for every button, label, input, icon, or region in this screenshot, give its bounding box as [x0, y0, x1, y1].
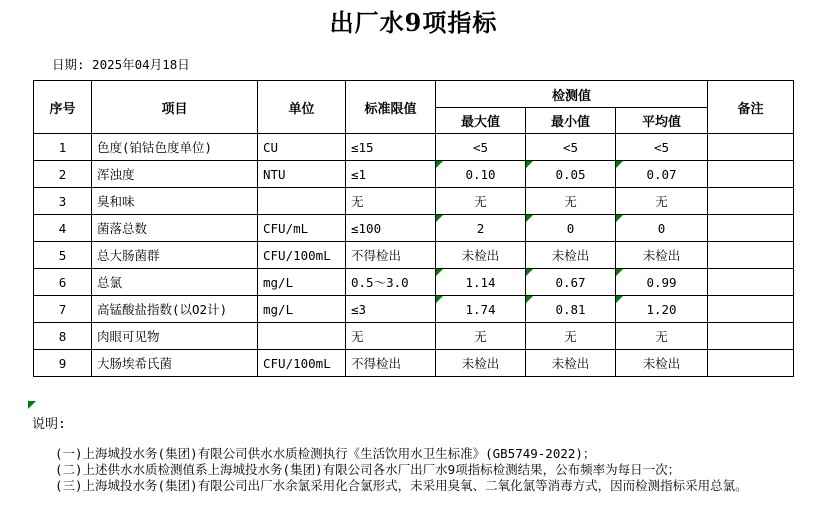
cell-min: <5 — [526, 134, 616, 161]
table-row — [34, 188, 794, 215]
cell-limit: 0.5～3.0 — [346, 269, 436, 296]
cell-min: 未检出 — [526, 350, 616, 377]
cell-avg: 1.20 — [616, 296, 708, 323]
cell-seq: 2 — [34, 161, 92, 188]
cell-item: 肉眼可见物 — [92, 323, 258, 350]
notes-label: 说明: — [32, 417, 66, 432]
indicators-table — [33, 80, 794, 377]
cell-max: 1.14 — [436, 269, 526, 296]
note-line: (三)上海城投水务(集团)有限公司出厂水余氯采用化合氯形式，未采用臭氧、二氧化氯等消毒方式，因而检测指标采用总氯。 — [55, 478, 748, 493]
cell-avg: <5 — [616, 134, 708, 161]
cell-avg: 0 — [616, 215, 708, 242]
header-unit: 单位 — [258, 81, 346, 134]
cell-remark — [708, 161, 794, 188]
cell-remark — [708, 296, 794, 323]
cell-max: 无 — [436, 323, 526, 350]
notes-list — [55, 446, 748, 494]
cell-min: 0.67 — [526, 269, 616, 296]
cell-avg: 无 — [616, 188, 708, 215]
cell-max: <5 — [436, 134, 526, 161]
cell-unit: CFU/100mL — [258, 350, 346, 377]
cell-min: 无 — [526, 323, 616, 350]
header-item: 项目 — [92, 81, 258, 134]
cell-unit: NTU — [258, 161, 346, 188]
cell-limit: 无 — [346, 188, 436, 215]
note-line: (二)上述供水水质检测值系上海城投水务(集团)有限公司各水厂出厂水9项指标检测结果，公布频率为每日一次； — [55, 462, 681, 477]
cell-seq: 9 — [34, 350, 92, 377]
cell-seq: 8 — [34, 323, 92, 350]
cell-unit: CFU/100mL — [258, 242, 346, 269]
cell-seq: 3 — [34, 188, 92, 215]
cell-max: 未检出 — [436, 242, 526, 269]
cell-seq: 4 — [34, 215, 92, 242]
cell-remark — [708, 188, 794, 215]
cell-min: 0 — [526, 215, 616, 242]
cell-min: 无 — [526, 188, 616, 215]
cell-max: 0.10 — [436, 161, 526, 188]
header-avg: 平均值 — [616, 108, 708, 134]
cell-avg: 未检出 — [616, 350, 708, 377]
header-remark: 备注 — [708, 81, 794, 134]
cell-max: 2 — [436, 215, 526, 242]
cell-max: 无 — [436, 188, 526, 215]
cell-remark — [708, 350, 794, 377]
cell-limit: 不得检出 — [346, 242, 436, 269]
cell-min: 未检出 — [526, 242, 616, 269]
cell-limit: 不得检出 — [346, 350, 436, 377]
cell-limit: ≤100 — [346, 215, 436, 242]
header-limit: 标准限值 — [346, 81, 436, 134]
table-row — [34, 350, 794, 377]
cell-limit: ≤15 — [346, 134, 436, 161]
cell-remark — [708, 215, 794, 242]
table-row — [34, 161, 794, 188]
cell-item: 菌落总数 — [92, 215, 258, 242]
cell-remark — [708, 134, 794, 161]
cell-seq: 1 — [34, 134, 92, 161]
cell-unit — [258, 188, 346, 215]
table-row — [34, 323, 794, 350]
cell-max: 1.74 — [436, 296, 526, 323]
cell-seq: 5 — [34, 242, 92, 269]
cell-item: 大肠埃希氏菌 — [92, 350, 258, 377]
cell-remark — [708, 269, 794, 296]
cell-min: 0.05 — [526, 161, 616, 188]
cell-limit: ≤3 — [346, 296, 436, 323]
cell-limit: ≤1 — [346, 161, 436, 188]
header-max: 最大值 — [436, 108, 526, 134]
cell-item: 色度(铂钴色度单位) — [92, 134, 258, 161]
table-header — [34, 81, 794, 134]
page-title: 出厂水9项指标 — [329, 8, 498, 37]
header-min: 最小值 — [526, 108, 616, 134]
table-row — [34, 242, 794, 269]
cell-max: 未检出 — [436, 350, 526, 377]
table-row — [34, 134, 794, 161]
cell-unit — [258, 323, 346, 350]
cell-avg: 0.07 — [616, 161, 708, 188]
cell-unit: CFU/mL — [258, 215, 346, 242]
cell-seq: 6 — [34, 269, 92, 296]
excel-corner-flag-icon — [28, 401, 36, 409]
report-date: 日期: 2025年04月18日 — [52, 57, 190, 72]
cell-remark — [708, 242, 794, 269]
cell-avg: 未检出 — [616, 242, 708, 269]
cell-unit: mg/L — [258, 269, 346, 296]
cell-min: 0.81 — [526, 296, 616, 323]
cell-seq: 7 — [34, 296, 92, 323]
table-body — [34, 134, 794, 377]
cell-item: 臭和味 — [92, 188, 258, 215]
cell-avg: 0.99 — [616, 269, 708, 296]
header-detection-group: 检测值 — [436, 81, 708, 108]
cell-item: 总氯 — [92, 269, 258, 296]
header-seq: 序号 — [34, 81, 92, 134]
cell-item: 总大肠菌群 — [92, 242, 258, 269]
cell-remark — [708, 323, 794, 350]
note-line: (一)上海城投水务(集团)有限公司供水水质检测执行《生活饮用水卫生标准》(GB5749-2022)； — [55, 446, 596, 461]
table-row — [34, 269, 794, 296]
cell-limit: 无 — [346, 323, 436, 350]
cell-item: 浑浊度 — [92, 161, 258, 188]
table-row — [34, 296, 794, 323]
cell-unit: mg/L — [258, 296, 346, 323]
cell-avg: 无 — [616, 323, 708, 350]
table-row — [34, 215, 794, 242]
cell-item: 高锰酸盐指数(以O2计) — [92, 296, 258, 323]
cell-unit: CU — [258, 134, 346, 161]
